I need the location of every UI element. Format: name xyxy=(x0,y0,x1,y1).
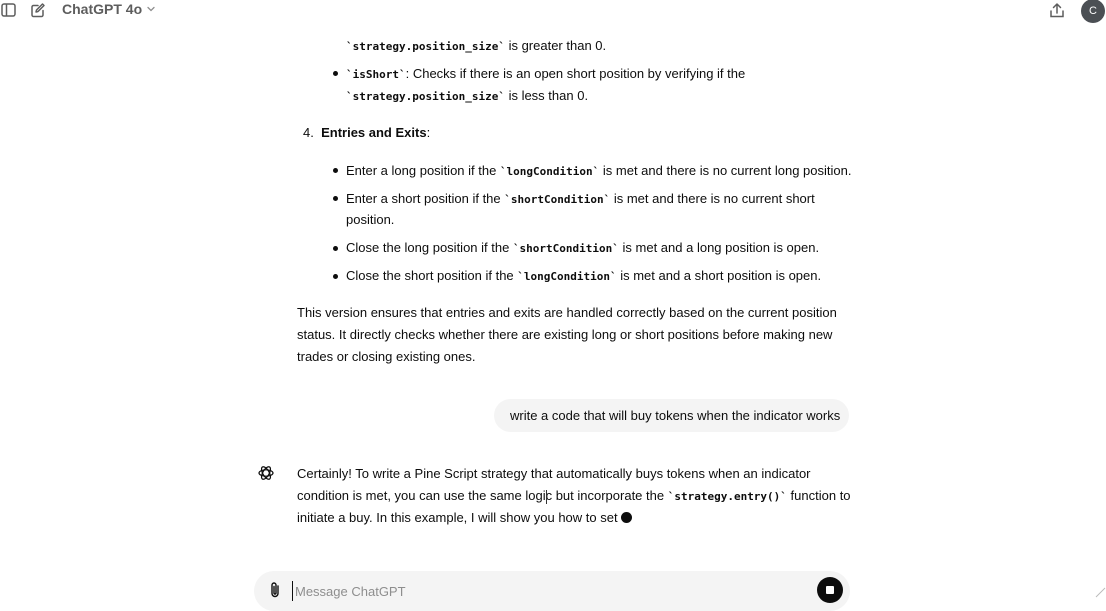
inline-code: `strategy.position_size` xyxy=(346,40,505,53)
inline-code: `shortCondition` xyxy=(512,242,619,255)
text-span: is met and a long position is open. xyxy=(618,240,820,255)
stop-icon xyxy=(826,586,834,594)
message-input[interactable] xyxy=(292,581,797,601)
bullet-dot xyxy=(333,274,338,279)
user-message-bubble xyxy=(494,399,849,432)
user-message-text: write a code that will buy tokens when the indicator works xyxy=(510,408,841,423)
list-item xyxy=(346,266,821,287)
section-title: Entries and Exits xyxy=(321,125,427,140)
bullet-dot xyxy=(333,196,338,201)
assistant-text-line xyxy=(297,486,851,507)
inline-code: `longCondition` xyxy=(499,165,600,178)
list-item xyxy=(346,238,819,259)
text-cursor-icon xyxy=(546,490,549,504)
text-span: function to xyxy=(786,488,851,503)
text-span: Enter a short position if the xyxy=(346,191,505,206)
resize-handle-icon[interactable] xyxy=(1094,586,1106,598)
text-span: is met and there is no current short xyxy=(610,191,815,206)
streaming-cursor xyxy=(621,512,632,523)
list-item xyxy=(346,64,745,85)
list-item xyxy=(346,161,851,182)
bullet-dot xyxy=(333,168,338,173)
list-item-cont xyxy=(346,86,588,107)
text-span: : Checks if there is an open short position by verifying if the xyxy=(405,66,746,81)
numbered-heading xyxy=(303,123,430,143)
text-span: : xyxy=(426,125,431,140)
inline-code: `strategy.position_size` xyxy=(346,90,505,103)
list-item xyxy=(346,189,815,210)
list-number: 4. xyxy=(303,125,314,140)
openai-logo-icon xyxy=(256,463,276,483)
paragraph-line: This version ensures that entries and exits are handled correctly based on the current position xyxy=(297,305,837,320)
inline-code: `isShort` xyxy=(346,68,406,81)
text-span: Close the long position if the xyxy=(346,240,513,255)
inline-code: `strategy.entry()` xyxy=(667,490,787,503)
text-span: Close the short position if the xyxy=(346,268,518,283)
text-line xyxy=(346,36,606,57)
text-span: is greater than 0. xyxy=(504,38,607,53)
text-span: initiate a buy. In this example, I will show you how to set xyxy=(297,510,618,525)
inline-code: `shortCondition` xyxy=(504,193,611,206)
paragraph-line: status. It directly checks whether there are existing long or short positions before making new xyxy=(297,327,833,342)
paragraph-line: trades or closing existing ones. xyxy=(297,349,476,364)
text-span: Enter a long position if the xyxy=(346,163,500,178)
model-name-label: ChatGPT 4o xyxy=(62,1,143,17)
text-span: is met and there is no current long position. xyxy=(599,163,852,178)
assistant-text-line xyxy=(297,508,632,528)
inline-code: `longCondition` xyxy=(517,270,617,283)
text-span: condition is met, you can use the same logic but incorporate the xyxy=(297,488,668,503)
assistant-text-line: Certainly! To write a Pine Script strategy that automatically buys tokens when an indicator xyxy=(297,466,811,481)
paperclip-icon[interactable] xyxy=(268,581,282,602)
user-avatar[interactable]: C xyxy=(1081,0,1105,23)
bullet-dot xyxy=(333,246,338,251)
composer xyxy=(254,571,850,611)
bullet-dot xyxy=(333,71,338,76)
list-item-cont: position. xyxy=(346,212,395,227)
stop-button[interactable] xyxy=(817,577,843,603)
text-span: is met and a short position is open. xyxy=(616,268,822,283)
text-span: is less than 0. xyxy=(504,88,589,103)
